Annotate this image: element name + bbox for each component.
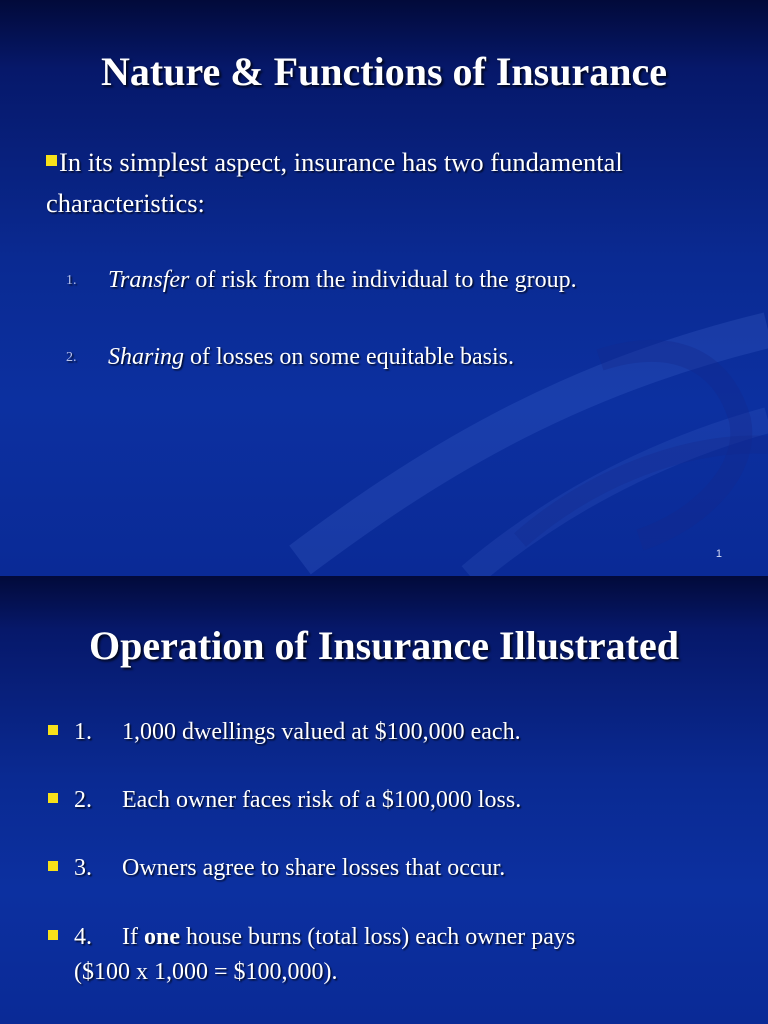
slide-2-title: Operation of Insurance Illustrated xyxy=(89,623,679,668)
list-item xyxy=(48,715,728,750)
bullet-square-icon xyxy=(48,725,58,735)
item-continuation: ($100 x 1,000 = $100,000). xyxy=(74,959,338,985)
bullet-square-icon xyxy=(46,155,57,166)
item-number: 1. xyxy=(74,719,92,745)
list-item xyxy=(48,783,728,818)
item-text: 1,000 dwellings valued at $100,000 each. xyxy=(122,719,521,745)
item-number: 4. xyxy=(74,924,92,950)
item-emphasis: Sharing xyxy=(108,344,185,370)
intro-bullet-text: In its simplest aspect, insurance has two fundamental characteristics: xyxy=(46,147,623,218)
item-bold-text: one xyxy=(143,924,180,950)
item-number: 2. xyxy=(74,787,92,813)
slide-2 xyxy=(0,576,768,1024)
slide-number: 1 xyxy=(715,548,722,560)
item-text-before: If xyxy=(122,924,144,950)
bullet-square-icon xyxy=(48,930,58,940)
item-emphasis: Transfer xyxy=(108,267,190,293)
item-number: 2. xyxy=(66,350,77,365)
item-text-after: house burns (total loss) each owner pays xyxy=(179,924,576,950)
item-text: Each owner faces risk of a $100,000 loss. xyxy=(122,787,522,813)
bullet-square-icon xyxy=(48,861,58,871)
list-item xyxy=(48,920,728,990)
item-number: 3. xyxy=(74,855,92,881)
item-text: Owners agree to share losses that occur. xyxy=(122,855,506,881)
item-text: of losses on some equitable basis. xyxy=(184,344,514,370)
bullet-square-icon xyxy=(48,793,58,803)
list-item xyxy=(66,344,514,371)
intro-bullet xyxy=(46,142,646,224)
list-item xyxy=(66,267,577,294)
item-number: 1. xyxy=(66,273,77,288)
slide-1-title: Nature & Functions of Insurance xyxy=(101,49,667,94)
item-text: of risk from the individual to the group. xyxy=(189,267,577,293)
list-item xyxy=(48,851,728,886)
